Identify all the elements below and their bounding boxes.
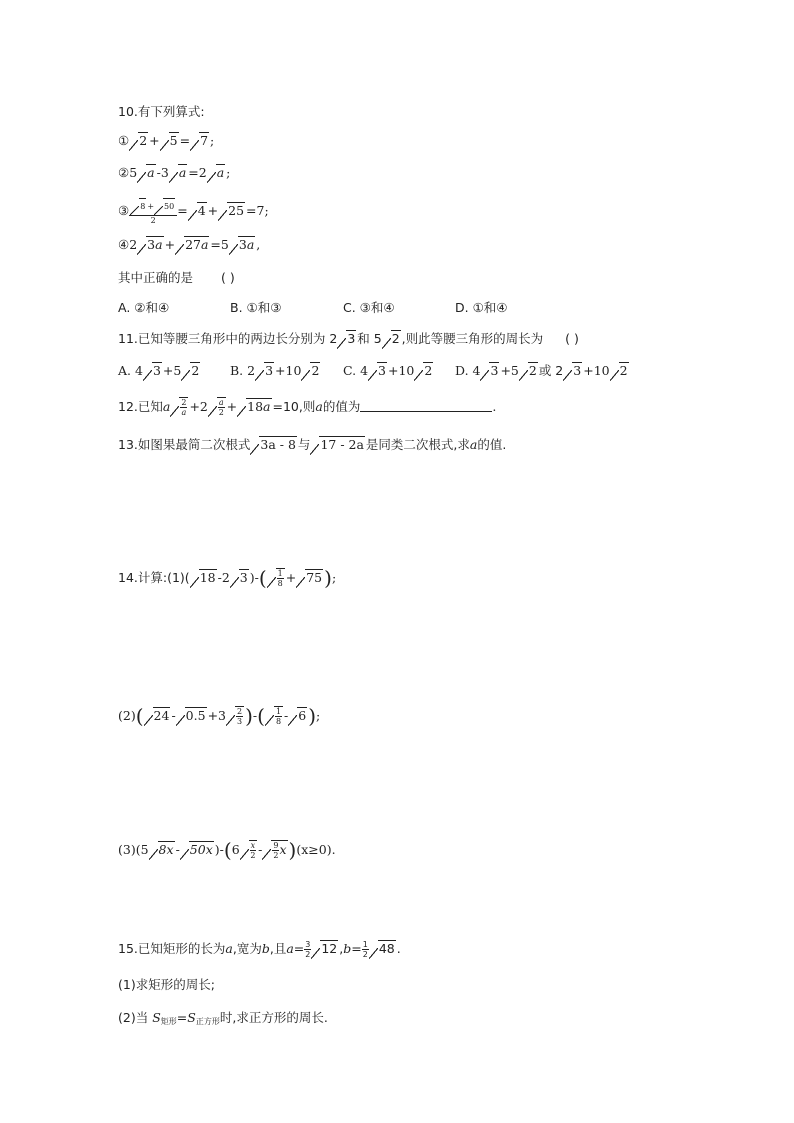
q15-part2: (2)当 $S_{矩形}=S_{正方形}$时,求正方形的周长. xyxy=(118,1010,328,1026)
q10-option-b: B. ①和③ xyxy=(230,300,282,315)
q10-formula-3: ③ $\frac{8 + 50}{2}$ = 4 + 25 =7; xyxy=(118,198,269,225)
q10-formula-1: ① 2 + 5 = 7 ; xyxy=(118,131,214,151)
q11-stem: 11.已知等腰三角形中的两边长分别为 2 3 和 5 2 ,则此等腰三角形的周长为 ( ) xyxy=(118,329,579,349)
q10-option-d: D. ①和④ xyxy=(455,300,508,315)
q12-stem: 12.已知a $\frac{2}{a}$ +2 $\frac{a}{2}$ + 18a =10,则a的值为 . xyxy=(118,398,497,417)
q11-option-c: C. 4 3 +10 2 xyxy=(343,361,455,381)
q11-options xyxy=(118,361,630,381)
q10-option-c: C. ③和④ xyxy=(343,300,395,315)
q12-answer-blank[interactable] xyxy=(360,399,492,412)
q10-stem: 10.有下列算式: xyxy=(118,104,205,119)
q10-option-a: A. ②和④ xyxy=(118,300,170,315)
q10-options xyxy=(118,298,507,318)
q14-part1: 14.计算:(1)( 18 -2 3 )-( $\frac{1}{8}$ + 75 ); xyxy=(118,566,337,590)
q10-formula-2: ②5 a -3 a =2 a ; xyxy=(118,163,230,183)
q10-question: 其中正确的是 ( ) xyxy=(118,270,235,285)
q10-formula-4: ④2 3a + 27a =5 3a , xyxy=(118,235,260,255)
q13-stem: 13.如图果最简二次根式 3a - 8 与 17 - 2a 是同类二次根式,求a的值. xyxy=(118,435,506,455)
q15-part1: (1)求矩形的周长; xyxy=(118,977,215,992)
q11-option-b: B. 2 3 +10 2 xyxy=(230,361,343,381)
q14-part2: (2)( 24 - 0.5 +3 $\frac{2}{3}$ )-( $\frac{1}{8}$ - 6 ); xyxy=(118,704,321,728)
q11-option-a: A. 4 3 +5 2 xyxy=(118,361,230,381)
q15-stem: 15.已知矩形的长为a,宽为b,且a= $\frac{3}{2}$ 12 ,b= $\frac{1}{2}$ 48 . xyxy=(118,940,401,959)
q14-part3: (3)(5 8x - 50x )-(6 $\frac{x}{2}$ - $\frac{9}{2}$ x )(x≥0). xyxy=(118,838,336,862)
q11-option-d: D. 4 3 +5 2 或 2 3 +10 2 xyxy=(455,363,630,378)
